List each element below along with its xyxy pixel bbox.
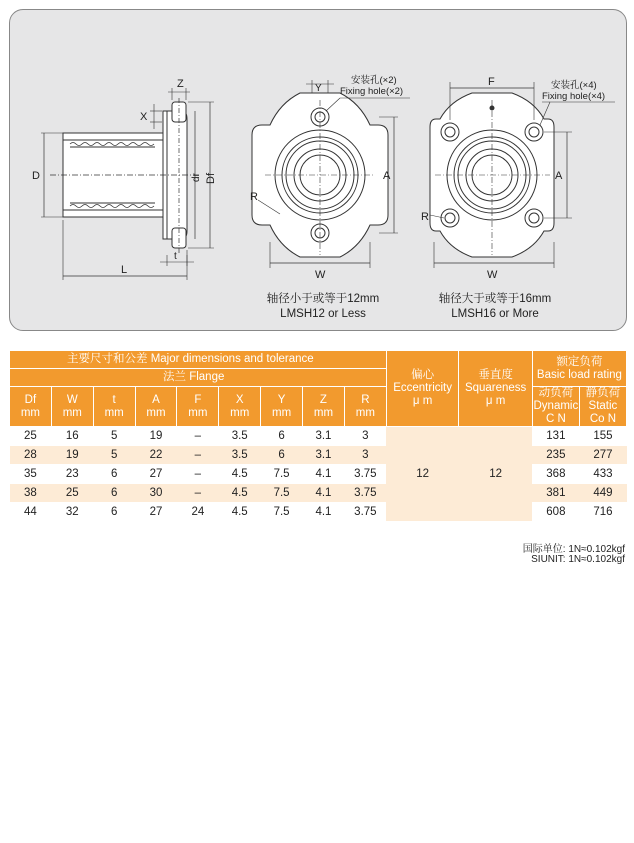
caption-large-shaft [415, 292, 575, 322]
header-major-dimensions: 主要尺寸和公差 Major dimensions and tolerance [10, 351, 387, 369]
table-cell-static: 433 [579, 465, 626, 484]
table-cell-f: – [177, 484, 219, 503]
table-cell-x: 3.5 [219, 427, 261, 446]
table-cell-y: 7.5 [261, 484, 303, 503]
table-cell-w: 32 [51, 503, 93, 522]
col-header-r: R mm [344, 387, 386, 427]
table-cell-a: 27 [135, 465, 177, 484]
table-cell-y: 7.5 [261, 465, 303, 484]
dim-label-dr: dr [191, 173, 202, 182]
dim-label-r-right: R [421, 211, 429, 223]
table-cell-df: 28 [10, 446, 52, 465]
table-cell-dynamic: 368 [532, 465, 579, 484]
table-cell-w: 25 [51, 484, 93, 503]
eccentricity-en: Eccentricity [393, 382, 452, 394]
fixing-hole-label-cn-left: 安装孔(×2) [351, 75, 397, 86]
table-cell-w: 23 [51, 465, 93, 484]
table-cell-r: 3.75 [344, 484, 386, 503]
load-rating-en: Basic load rating [536, 368, 622, 381]
col-header-static: 静负荷 Static Co N [579, 387, 626, 427]
table-row [10, 427, 627, 446]
table-cell-r: 3 [344, 446, 386, 465]
table-cell-f: – [177, 446, 219, 465]
table-cell-t: 6 [93, 465, 135, 484]
table-cell-z: 4.1 [303, 465, 345, 484]
header-flange: 法兰 Flange [10, 369, 387, 387]
dim-label-a-right: A [555, 170, 563, 182]
table-cell-df: 35 [10, 465, 52, 484]
dim-label-y: Y [315, 83, 322, 94]
col-header-df: Df mm [10, 387, 52, 427]
table-cell-dynamic: 131 [532, 427, 579, 446]
table-cell-y: 6 [261, 427, 303, 446]
table-cell-dynamic: 235 [532, 446, 579, 465]
table-cell-f: – [177, 465, 219, 484]
fixing-hole-label-cn-right: 安装孔(×4) [551, 80, 597, 91]
squareness-en: Squareness [464, 382, 527, 394]
caption-small-shaft-en: LMSH12 or Less [280, 308, 366, 320]
table-cell-z: 4.1 [303, 503, 345, 522]
col-header-x: X mm [219, 387, 261, 427]
table-cell-a: 27 [135, 503, 177, 522]
table-cell-z: 3.1 [303, 446, 345, 465]
table-cell-dynamic: 381 [532, 484, 579, 503]
table-cell-static: 716 [579, 503, 626, 522]
table-cell-static: 277 [579, 446, 626, 465]
table-cell-x: 4.5 [219, 484, 261, 503]
eccentricity-cn: 偏心 [411, 369, 435, 381]
technical-drawing-panel [9, 9, 627, 331]
caption-small-shaft-cn: 轴径小于或等于12mm [266, 293, 380, 305]
table-cell-f: 24 [177, 503, 219, 522]
front-view-4-holes [430, 82, 615, 268]
dimension-table [9, 350, 627, 522]
col-header-a: A mm [135, 387, 177, 427]
dim-label-x: X [140, 111, 148, 123]
table-cell-a: 22 [135, 446, 177, 465]
dim-label-z: Z [177, 78, 184, 90]
table-cell-r: 3.75 [344, 503, 386, 522]
dim-label-t: t [174, 251, 177, 262]
caption-large-shaft-cn: 轴径大于或等于16mm [438, 293, 552, 305]
dim-label-a-left: A [383, 170, 391, 182]
col-header-dynamic: 动负荷 Dynamic C N [533, 387, 579, 425]
header-eccentricity [386, 351, 459, 427]
squareness-cn: 垂直度 [478, 369, 513, 381]
table-cell-a: 19 [135, 427, 177, 446]
dim-label-f: F [488, 76, 495, 88]
dim-label-l: L [121, 264, 128, 276]
table-cell-t: 5 [93, 427, 135, 446]
fixing-hole-label-en-right: Fixing hole(×4) [542, 91, 606, 102]
table-cell-t: 5 [93, 446, 135, 465]
table-cell-a: 30 [135, 484, 177, 503]
table-cell-z: 3.1 [303, 427, 345, 446]
table-cell-squareness: 12 [459, 427, 533, 522]
squareness-unit: μ m [485, 395, 506, 407]
technical-drawing [10, 10, 628, 332]
header-basic-load-rating [532, 351, 626, 387]
table-body [10, 427, 627, 522]
table-cell-r: 3 [344, 427, 386, 446]
column-header-row [10, 387, 627, 427]
table-cell-df: 25 [10, 427, 52, 446]
caption-small-shaft [243, 292, 403, 322]
table-cell-w: 16 [51, 427, 93, 446]
table-cell-t: 6 [93, 484, 135, 503]
table-cell-df: 44 [10, 503, 52, 522]
table-cell-x: 4.5 [219, 503, 261, 522]
table-cell-x: 3.5 [219, 446, 261, 465]
dim-label-df: Df [205, 173, 217, 184]
table-cell-dynamic: 608 [532, 503, 579, 522]
load-rating-cn: 额定负荷 [556, 355, 603, 368]
table-cell-r: 3.75 [344, 465, 386, 484]
dim-label-w-right: W [487, 269, 498, 281]
table-cell-f: – [177, 427, 219, 446]
header-squareness [459, 351, 533, 427]
unit-note-en: SIUNIT: 1N≈0.102kgf [531, 554, 625, 565]
col-header-z: Z mm [303, 387, 345, 427]
table-cell-y: 7.5 [261, 503, 303, 522]
table-row [10, 446, 627, 465]
table-row [10, 465, 627, 484]
col-header-f: F mm [177, 387, 219, 427]
table-cell-eccentricity: 12 [386, 427, 459, 522]
unit-note-cn: 国际单位: 1N≈0.102kgf [522, 544, 625, 555]
caption-large-shaft-en: LMSH16 or More [451, 308, 539, 320]
table-cell-df: 38 [10, 484, 52, 503]
table-cell-z: 4.1 [303, 484, 345, 503]
col-header-w: W mm [51, 387, 93, 427]
dim-label-r-left: R [250, 191, 258, 203]
table-cell-w: 19 [51, 446, 93, 465]
col-header-y: Y mm [261, 387, 303, 427]
dim-label-w-left: W [315, 269, 326, 281]
col-header-t: t mm [93, 387, 135, 427]
table-row [10, 503, 627, 522]
table-cell-t: 6 [93, 503, 135, 522]
table-row [10, 484, 627, 503]
side-view [41, 88, 214, 280]
table-cell-x: 4.5 [219, 465, 261, 484]
eccentricity-unit: μ m [412, 395, 433, 407]
fixing-hole-label-en-left: Fixing hole(×2) [340, 86, 404, 97]
table-cell-static: 155 [579, 427, 626, 446]
table-cell-static: 449 [579, 484, 626, 503]
dim-label-d: D [32, 170, 40, 182]
table-cell-y: 6 [261, 446, 303, 465]
